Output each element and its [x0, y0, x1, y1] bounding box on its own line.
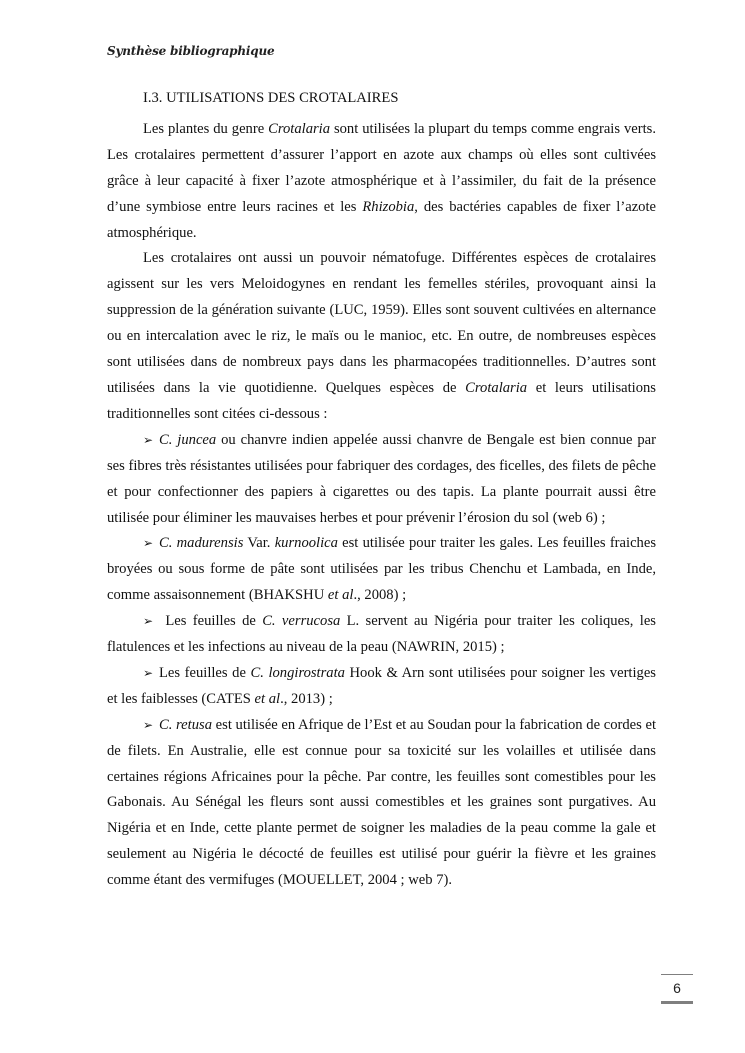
- italic-term: Rhizobia: [362, 198, 415, 215]
- page-number: 6: [661, 974, 693, 1004]
- text-span: , des bactéries capables de fixer l’azote atmosphérique.: [107, 198, 657, 241]
- text-span: et leurs utilisations traditionnelles sont citées ci-dessous :: [107, 379, 656, 422]
- text-span: Les feuilles de: [159, 613, 263, 630]
- text-span: sont utilisées la plupart du temps comme engrais verts. Les crotalaires permettent d’assurer l’apport en azote aux champs où elles sont cultivées grâce à leur capacité à fixer l’azote atmosphérique et à l’assimiler, du fait de la présence d’une symbiose entre leurs racines et les: [107, 120, 656, 215]
- text-span: est utilisée pour traiter les gales. Les feuilles fraiches broyées ou sous forme de pâte sont utilisées par les tribus Chenchu et Lambada, en Inde, comme assaisonnement (BHAKSHU: [107, 535, 656, 604]
- text-span: Les plantes du genre: [143, 120, 269, 137]
- text-span: ., 2013) ;: [280, 690, 333, 707]
- list-item-juncea: [107, 428, 656, 532]
- list-item-retusa: [107, 713, 656, 894]
- text-span: Var.: [243, 535, 275, 552]
- italic-term: C. retusa: [159, 716, 212, 733]
- italic-term: C. madurensis: [159, 535, 244, 552]
- italic-term: kurnoolica: [274, 535, 338, 552]
- running-header: Synthèse bibliographique: [107, 44, 275, 58]
- text-span: Les crotalaires ont aussi un pouvoir nématofuge. Différentes espèces de crotalaires agissent sur les vers Meloidogynes en rendant les femelles stériles, provoquant ainsi la suppression de la génération suivante (LUC, 1959). Elles sont souvent cultivées en alternance ou en intercalation avec le riz, le maïs ou le manioc, etc. En outre, de nombreuses espèces sont utilisées dans de nombreux pays dans les pharmacopées traditionnelles. D’autres sont utilisées dans la vie quotidienne. Quelques espèces de: [107, 250, 656, 396]
- italic-term: et al: [327, 587, 354, 604]
- section-heading: I.3. UTILISATIONS DES CROTALAIRES: [143, 90, 399, 106]
- italic-term: C. verrucosa: [262, 613, 341, 630]
- arrow-bullet-icon: ➢: [143, 717, 154, 732]
- text-span: est utilisée en Afrique de l’Est et au Soudan pour la fabrication de cordes et de filets. En Australie, elle est connue pour sa toxicité sur les volailles et utilisée dans certaines régions Africaines pour la pêche. Par contre, les feuilles sont comestibles pour les Gabonais. Au Sénégal les fleurs sont aussi comestibles et les graines sont purgatives. Au Nigéria et en Inde, cette plante permet de soigner les maladies de la peau comme la gale et seulement au Nigéria le décocté de feuilles est utilisé pour guérir la fièvre et les graines comme étant des vermifuges (MOUELLET, 2004 ; web 7).: [107, 716, 656, 889]
- italic-term: C. juncea: [159, 431, 217, 448]
- arrow-bullet-icon: ➢: [143, 665, 154, 680]
- italic-term: Crotalaria: [465, 379, 528, 396]
- list-item-verrucosa: [107, 609, 656, 661]
- text-span: Les feuilles de: [159, 664, 251, 681]
- text-span: ., 2008) ;: [353, 587, 407, 604]
- italic-term: C. longirostrata: [250, 664, 345, 681]
- arrow-bullet-icon: ➢: [143, 432, 154, 447]
- italic-term: Crotalaria: [268, 120, 331, 137]
- text-span: ou chanvre indien appelée aussi chanvre de Bengale est bien connue par ses fibres très résistantes utilisées pour fabriquer des cordages, des ficelles, des filets de pêche et pour confectionner des papiers à cigarettes ou des tapis. La plante pourrait aussi être utilisée pour éliminer les mauvaises herbes et pour prévenir l’érosion du sol (web 6) ;: [107, 431, 656, 526]
- list-item-madurensis: [107, 531, 656, 609]
- text-span: Hook & Arn sont utilisées pour soigner les vertiges et les faiblesses (CATES: [107, 664, 656, 707]
- paragraph-engrais-verts: [107, 117, 656, 247]
- list-item-longirostrata: [107, 661, 656, 713]
- italic-term: et al: [254, 690, 281, 707]
- text-span: L. servent au Nigéria pour traiter les coliques, les flatulences et les infections au niveau de la peau (NAWRIN, 2015) ;: [107, 613, 656, 656]
- page-body: [107, 86, 656, 894]
- paragraph-nematofuge: [107, 246, 656, 427]
- arrow-bullet-icon: ➢: [143, 536, 154, 551]
- arrow-bullet-icon: ➢: [143, 614, 154, 629]
